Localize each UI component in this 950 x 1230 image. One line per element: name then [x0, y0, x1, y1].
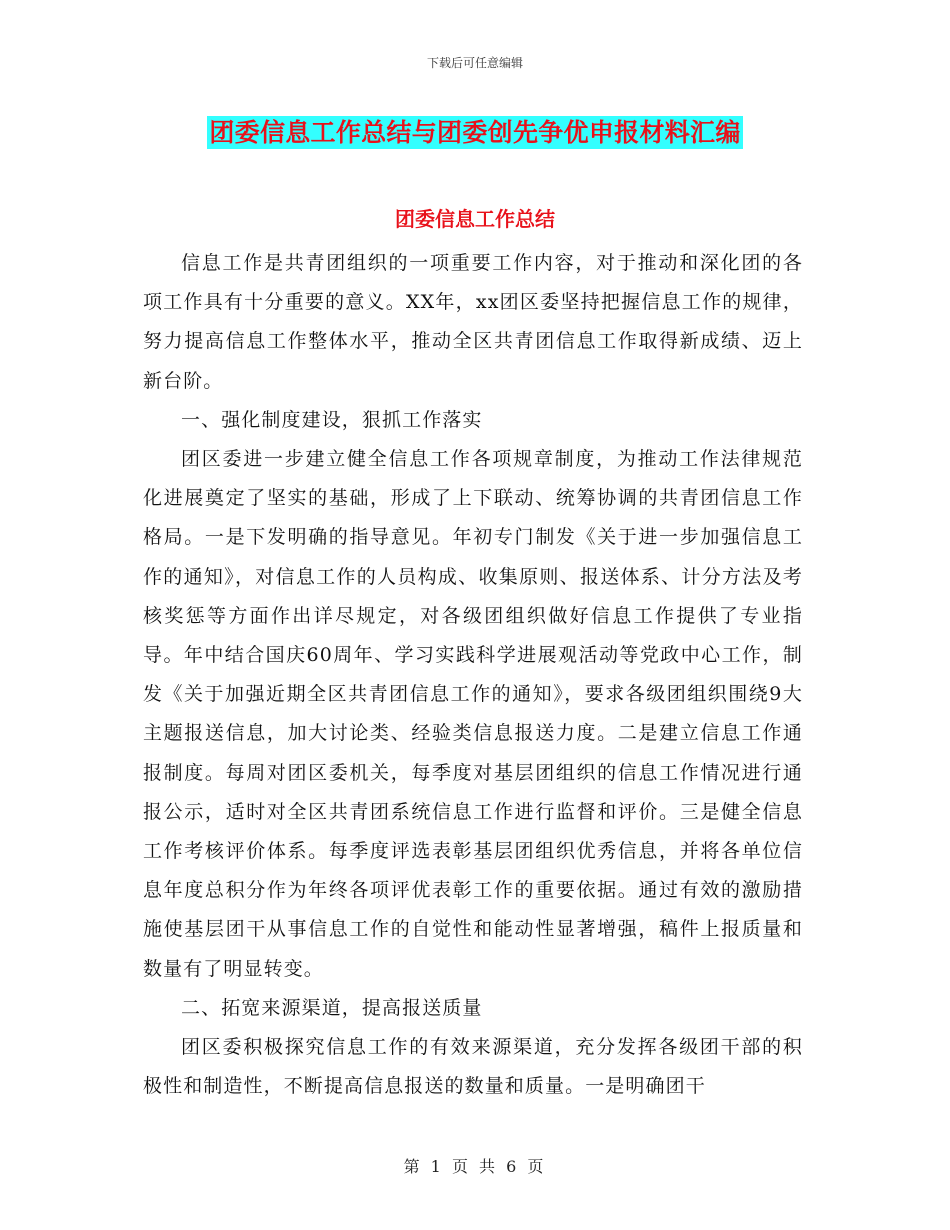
- paragraph-2: 团区委积极探究信息工作的有效来源渠道，充分发挥各级团干部的积极性和制造性，不断提高信息报送的数量和质量。一是明确团干: [143, 1036, 803, 1098]
- page-footer: 第 1 页 共 6 页: [403, 1157, 547, 1176]
- header-note: 下载后可任意编辑: [426, 56, 523, 70]
- paragraph-intro: 信息工作是共青团组织的一项重要工作内容，对于推动和深化团的各项工作具有十分重要的意义。XX年，xx团区委坚持把握信息工作的规律，努力提高信息工作整体水平，推动全区共青团信息工作取得新成绩、迈上新台阶。: [143, 252, 803, 392]
- document-title: [0, 113, 950, 149]
- section-title: 团委信息工作总结: [395, 207, 555, 231]
- heading-1: 一、强化制度建设，狠抓工作落实: [181, 408, 483, 431]
- document-body: [143, 244, 803, 1106]
- document-title-text: 团委信息工作总结与团委创先争优申报材料汇编: [209, 118, 741, 147]
- paragraph-1: 团区委进一步建立健全信息工作各项规章制度，为推动工作法律规范化进展奠定了坚实的基础，形成了上下联动、统筹协调的共青团信息工作格局。一是下发明确的指导意见。年初专门制发《关于进一步加强信息工作的通知》，对信息工作的人员构成、收集原则、报送体系、计分方法及考核奖惩等方面作出详尽规定，对各级团组织做好信息工作提供了专业指导。年中结合国庆60周年、学习实践科学进展观活动等党政中心工作，制发《关于加强近期全区共青团信息工作的通知》，要求各级团组织围绕9大主题报送信息，加大讨论类、经验类信息报送力度。二是建立信息工作通报制度。每周对团区委机关，每季度对基层团组织的信息工作情况进行通报公示，适时对全区共青团系统信息工作进行监督和评价。三是健全信息工作考核评价体系。每季度评选表彰基层团组织优秀信息，并将各单位信息年度总积分作为年终各项评优表彰工作的重要依据。通过有效的激励措施使基层团干从事信息工作的自觉性和能动性显著增强，稿件上报质量和数量有了明显转变。: [143, 448, 803, 980]
- heading-2: 二、拓宽来源渠道，提高报送质量: [181, 996, 483, 1019]
